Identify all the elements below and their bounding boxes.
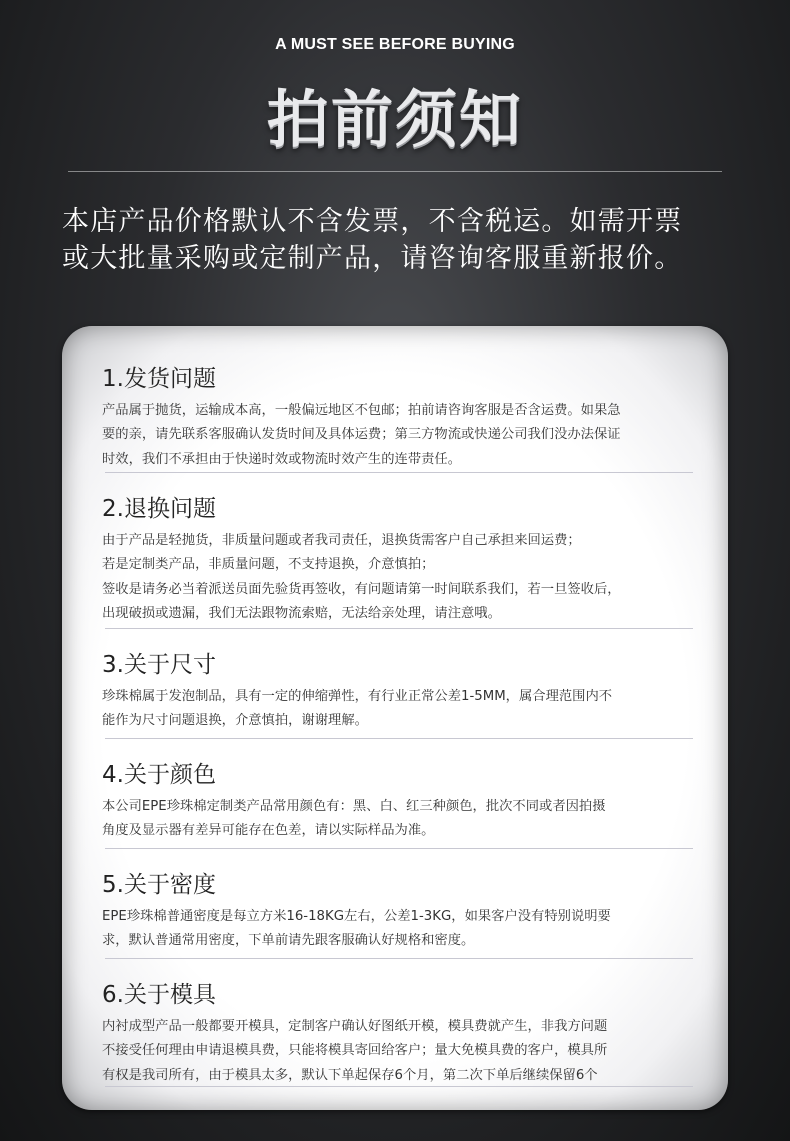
section-heading: 5.关于密度 xyxy=(102,872,216,898)
section-line: 内衬成型产品一般都要开模具，定制客户确认好图纸开模，模具费就产生，非我方问题 xyxy=(102,1019,608,1034)
section-line: 能作为尺寸问题退换，介意慎拍，谢谢理解。 xyxy=(102,713,368,729)
section-heading: 2.退换问题 xyxy=(102,496,216,522)
section-divider xyxy=(105,628,693,629)
section-line: EPE珍珠棉普通密度是每立方米16-18KG左右，公差1-3KG，如果客户没有特别说明要 xyxy=(102,909,611,924)
section-heading: 1.发货问题 xyxy=(102,366,216,392)
intro-text xyxy=(62,203,742,277)
section-line: 珍珠棉属于发泡制品，具有一定的伸缩弹性，有行业正常公差1-5MM，属合理范围内不 xyxy=(102,689,613,704)
section-divider xyxy=(105,1086,693,1087)
section-line: 求，默认普通常用密度，下单前请先跟客服确认好规格和密度。 xyxy=(102,933,475,949)
section-mold xyxy=(102,976,692,1088)
section-heading: 6.关于模具 xyxy=(102,982,216,1008)
title-divider xyxy=(68,171,722,172)
page-title: 拍前须知 xyxy=(266,83,523,156)
section-line: 出现破损或遗漏，我们无法跟物流索赔，无法给亲处理，请注意哦。 xyxy=(102,605,501,621)
section-line: 不接受任何理由申请退模具费，只能将模具寄回给客户；量大免模具费的客户，模具所 xyxy=(102,1043,608,1059)
section-line: 本公司EPE珍珠棉定制类产品常用颜色有：黑、白、红三种颜色，批次不同或者因拍摄 xyxy=(102,799,606,814)
section-heading: 4.关于颜色 xyxy=(102,762,216,788)
section-line: 角度及显示器有差异可能存在色差，请以实际样品为准。 xyxy=(102,823,435,839)
section-divider xyxy=(105,738,693,739)
section-density xyxy=(102,866,692,954)
section-line: 有权是我司所有，由于模具太多，默认下单起保存6个月，第二次下单后继续保留6个 xyxy=(102,1067,598,1083)
subtitle: A MUST SEE BEFORE BUYING xyxy=(275,36,515,53)
section-returns xyxy=(102,490,692,626)
section-size xyxy=(102,646,692,734)
notice-card xyxy=(62,326,728,1110)
section-line: 若是定制类产品，非质量问题，不支持退换，介意慎拍； xyxy=(102,557,435,573)
section-line: 产品属于抛货，运输成本高，一般偏远地区不包邮；拍前请咨询客服是否含运费。如果急 xyxy=(102,403,621,418)
section-heading: 3.关于尺寸 xyxy=(102,652,216,678)
section-divider xyxy=(105,848,693,849)
section-line: 签收是请务必当着派送员面先验货再签收，有问题请第一时间联系我们，若一旦签收后， xyxy=(102,581,621,597)
section-divider xyxy=(105,958,693,959)
section-color xyxy=(102,756,692,844)
intro-line: 或大批量采购或定制产品，请咨询客服重新报价。 xyxy=(62,243,683,274)
section-line: 由于产品是轻抛货，非质量问题或者我司责任，退换货需客户自己承担来回运费； xyxy=(102,533,581,548)
section-line: 时效，我们不承担由于快递时效或物流时效产生的连带责任。 xyxy=(102,451,462,467)
intro-line: 本店产品价格默认不含发票，不含税运。如需开票 xyxy=(62,206,683,237)
section-divider xyxy=(105,472,693,473)
section-line: 要的亲，请先联系客服确认发货时间及具体运费；第三方物流或快递公司我们没办法保证 xyxy=(102,427,621,443)
section-shipping xyxy=(102,360,692,472)
